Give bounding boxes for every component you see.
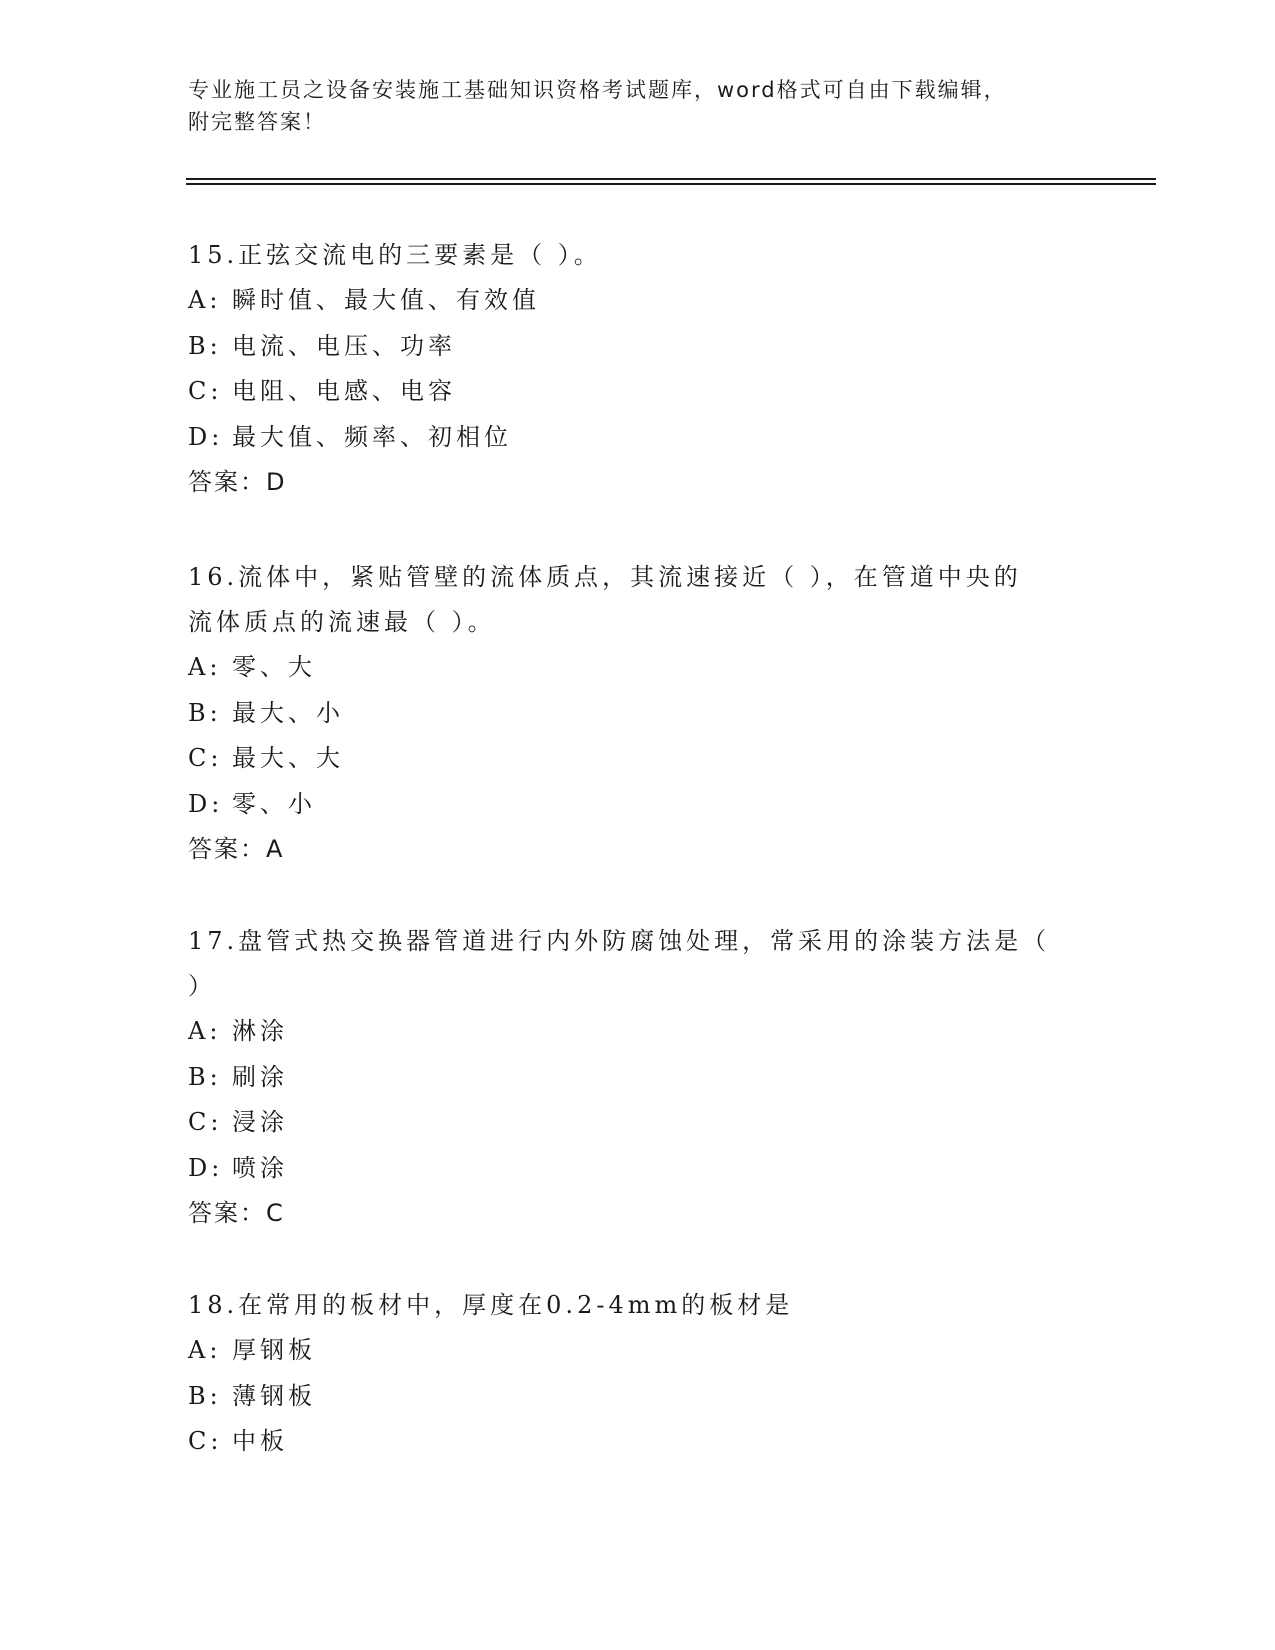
option-key: C: <box>188 744 223 772</box>
question-17 <box>188 919 1088 1236</box>
option-text: 刷涂 <box>232 1062 288 1091</box>
option-key: A: <box>188 1336 222 1364</box>
option-text: 中板 <box>232 1427 288 1455</box>
question-stem-continued: 流体质点的流速最（ ）。 <box>188 608 496 636</box>
option-text: 零、小 <box>232 789 316 818</box>
option-a <box>188 645 1088 691</box>
option-key: A: <box>188 286 222 314</box>
option-c <box>188 736 1088 782</box>
option-key: D: <box>188 422 224 451</box>
option-text: 淋涂 <box>232 1017 288 1045</box>
option-b <box>188 1055 1088 1101</box>
option-key: B: <box>188 1062 222 1091</box>
option-c <box>188 1419 1088 1465</box>
answer-line: 答案：D <box>188 468 287 496</box>
option-a <box>188 1009 1088 1055</box>
option-text: 零、大 <box>232 653 316 681</box>
option-key: A: <box>188 653 222 681</box>
option-text: 电阻、电感、电容 <box>232 377 456 405</box>
option-b <box>188 691 1088 737</box>
question-stem-continued: ） <box>188 972 216 1000</box>
question-stem: 15.正弦交流电的三要素是（ ）。 <box>188 241 602 269</box>
header-line-2: 附完整答案！ <box>188 110 326 134</box>
answer-line: 答案：A <box>188 835 285 863</box>
option-key: D: <box>188 789 224 818</box>
question-stem: 16.流体中，紧贴管壁的流体质点，其流速接近（ ），在管道中央的 <box>188 563 1022 591</box>
question-15 <box>188 233 1088 505</box>
option-key: C: <box>188 377 223 405</box>
header-divider-top <box>186 178 1156 180</box>
option-d <box>188 415 1088 461</box>
option-text: 电流、电压、功率 <box>232 331 456 360</box>
option-c <box>188 369 1088 415</box>
option-key: B: <box>188 698 222 727</box>
option-key: C: <box>188 1108 223 1136</box>
option-text: 最大、小 <box>232 698 344 727</box>
option-key: B: <box>188 1381 222 1410</box>
option-key: D: <box>188 1153 224 1182</box>
header-divider-bottom <box>186 183 1156 185</box>
option-d <box>188 1146 1088 1192</box>
header-line-1: 专业施工员之设备安装施工基础知识资格考试题库，word格式可自由下载编辑， <box>188 78 1007 102</box>
question-stem: 18.在常用的板材中，厚度在0.2-4mm的板材是 <box>188 1291 794 1319</box>
option-a <box>188 278 1088 324</box>
question-stem: 17.盘管式热交换器管道进行内外防腐蚀处理，常采用的涂装方法是（ <box>188 927 1051 955</box>
option-b <box>188 1374 1088 1420</box>
option-key: C: <box>188 1427 223 1455</box>
option-b <box>188 324 1088 370</box>
question-16 <box>188 555 1088 872</box>
option-key: A: <box>188 1017 222 1045</box>
option-d <box>188 782 1088 828</box>
option-text: 最大、大 <box>232 744 344 772</box>
option-text: 薄钢板 <box>232 1381 316 1410</box>
answer-line: 答案：C <box>188 1199 285 1227</box>
option-text: 浸涂 <box>232 1108 288 1136</box>
document-header <box>188 74 1078 138</box>
option-text: 最大值、频率、初相位 <box>232 422 512 451</box>
option-c <box>188 1100 1088 1146</box>
question-18 <box>188 1283 1088 1465</box>
option-text: 瞬时值、最大值、有效值 <box>232 286 540 314</box>
option-key: B: <box>188 331 222 360</box>
option-a <box>188 1328 1088 1374</box>
option-text: 厚钢板 <box>232 1336 316 1364</box>
option-text: 喷涂 <box>232 1153 288 1182</box>
